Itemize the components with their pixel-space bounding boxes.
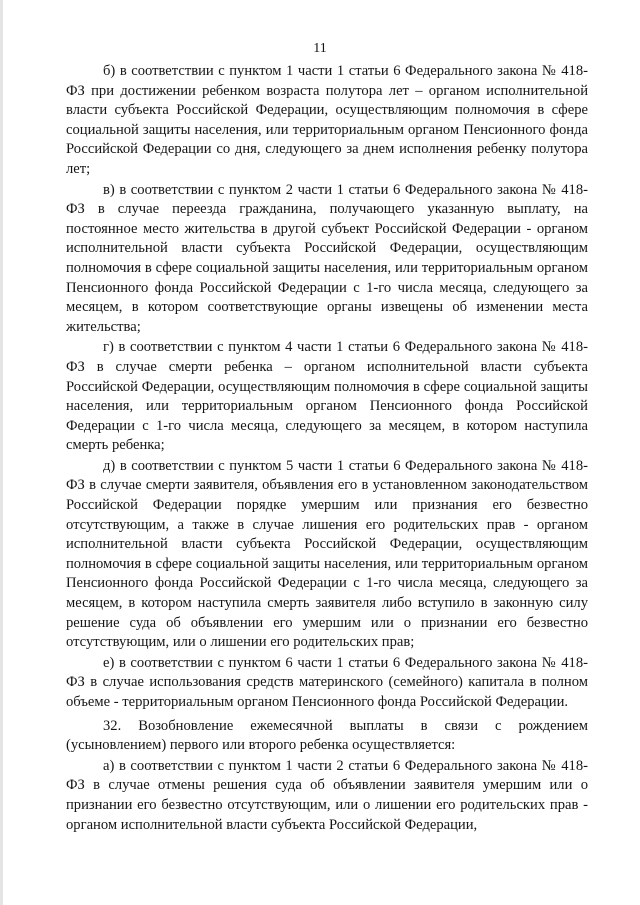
- paragraph-32: 32. Возобновление ежемесячной выплаты в связи с рождением (усыновлением) первого или второго ребенка осуществляется:: [66, 717, 588, 754]
- paragraph-b: б) в соответствии с пунктом 1 части 1 статьи 6 Федерального закона № 418-ФЗ при достижении ребенком возраста полутора лет – органом исполнительной власти субъекта Российской Федерации, осуществляющим полномочия в сфере социальной защиты населения, или территориальным органом Пенсионного фонда Российской Федерации со дня, следующего за днем исполнения ребенку полутора лет;: [66, 63, 588, 177]
- paragraph-g: г) в соответствии с пунктом 4 части 1 статьи 6 Федерального закона № 418-ФЗ в случае смерти ребенка – органом исполнительной власти субъекта Российской Федерации, осуществляющим полномочия в сфере социальной защиты населения, или территориальным органом Пенсионного фонда Российской Федерации с 1-го числа месяца, следующего за месяцем, в котором наступила смерть ребенка;: [66, 339, 588, 454]
- scan-edge-shadow: [0, 0, 3, 905]
- document-body: [66, 62, 588, 836]
- paragraph-e: е) в соответствии с пунктом 6 части 1 статьи 6 Федерального закона № 418-ФЗ в случае использования средств материнского (семейного) капитала в полном объеме - территориальным органом Пенсионного фонда Российской Федерации.: [66, 654, 588, 710]
- paragraph-v: в) в соответствии с пунктом 2 части 1 статьи 6 Федерального закона № 418-ФЗ в случае переезда гражданина, получающего указанную выплату, на постоянное место жительства в другой субъект Российской Федерации - органом исполнительной власти субъекта Российской Федерации, осуществляющим полномочия в сфере социальной защиты населения, или территориальным органом Пенсионного фонда Российской Федерации с 1-го числа месяца, следующего за месяцем, в котором соответствующие органы извещены об изменении места жительства;: [66, 181, 588, 335]
- paragraph-d: д) в соответствии с пунктом 5 части 1 статьи 6 Федерального закона № 418-ФЗ в случае смерти заявителя, объявления его в установленном законодательством Российской Федерации порядке умершим или признания его безвестно отсутствующим, а также в случае лишения его родительских прав - органом исполнительной власти субъекта Российской Федерации, осуществляющим полномочия в сфере социальной защиты населения, или территориальным органом Пенсионного фонда Российской Федерации с 1-го числа месяца, следующего за месяцем, в котором наступила смерть заявителя либо вступило в законную силу решение суда об объявлении его умершим или о признании его безвестно отсутствующим, или о лишении его родительских прав;: [66, 457, 588, 651]
- page-number: 11: [313, 41, 327, 56]
- paragraph-a: а) в соответствии с пунктом 1 части 2 статьи 6 Федерального закона № 418-ФЗ в случае отмены решения суда об объявлении заявителя умершим или о признании его безвестно отсутствующим, или о лишении его родительских прав - органом исполнительной власти субъекта Российской Федерации,: [66, 757, 588, 833]
